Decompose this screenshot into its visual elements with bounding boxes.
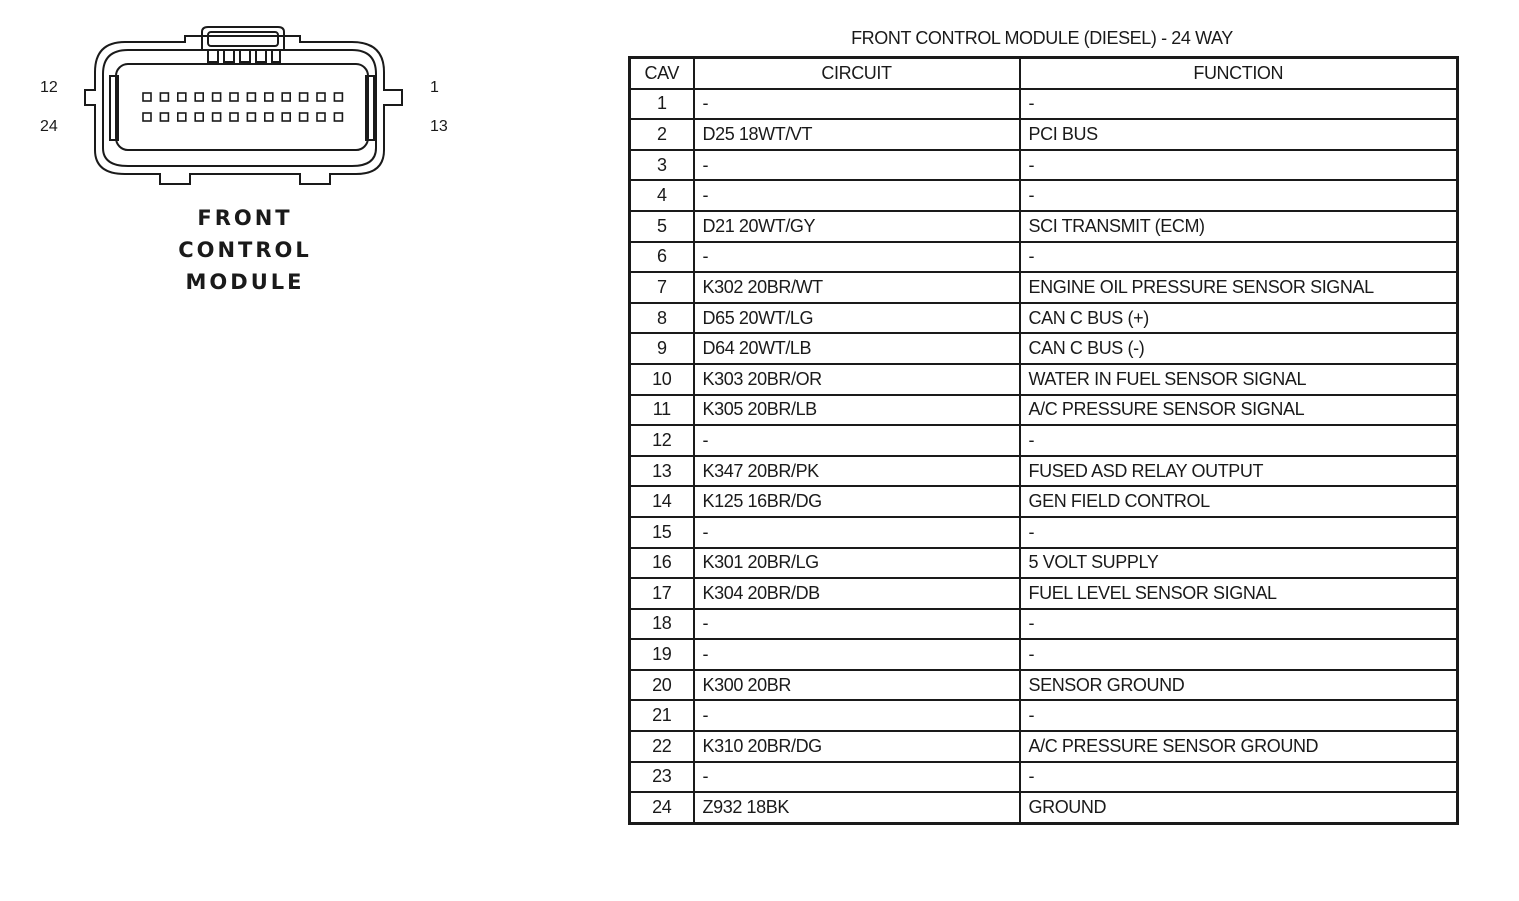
circuit-cell: - [694,180,1020,211]
table-row [630,150,1458,181]
function-cell: WATER IN FUEL SENSOR SIGNAL [1020,364,1458,395]
function-cell: - [1020,425,1458,456]
table-row [630,333,1458,364]
circuit-cell: K300 20BR [694,670,1020,701]
latch-tooth [208,50,218,62]
pin-cavity [230,113,238,121]
table-row [630,639,1458,670]
cav-cell: 14 [630,486,694,517]
circuit-cell: - [694,242,1020,273]
cav-cell: 13 [630,456,694,487]
pin-label-13: 13 [430,118,448,135]
table-title: FRONT CONTROL MODULE (DIESEL) - 24 WAY [851,28,1233,48]
table-row [630,242,1458,273]
circuit-cell: Z932 18BK [694,792,1020,823]
function-cell: PCI BUS [1020,119,1458,150]
table-row [630,364,1458,395]
table-row [630,211,1458,242]
cav-cell: 17 [630,578,694,609]
table-row [630,486,1458,517]
pin-cavity [178,93,186,101]
circuit-cell: K301 20BR/LG [694,548,1020,579]
latch-tooth [240,50,250,62]
pin-cavity [143,113,151,121]
cav-cell: 24 [630,792,694,823]
pin-cavity [282,113,290,121]
connector-shell-inner-line [103,50,376,166]
pinout-table-body [630,89,1458,824]
cav-cell: 21 [630,700,694,731]
circuit-cell: - [694,425,1020,456]
table-row [630,395,1458,426]
function-cell: FUSED ASD RELAY OUTPUT [1020,456,1458,487]
cav-cell: 11 [630,395,694,426]
table-row [630,517,1458,548]
function-cell: - [1020,180,1458,211]
pin-cavity [213,93,221,101]
pin-cavity [334,113,342,121]
cav-cell: 10 [630,364,694,395]
cav-cell: 19 [630,639,694,670]
circuit-cell: - [694,700,1020,731]
pin-cavity [300,113,308,121]
function-cell: SCI TRANSMIT (ECM) [1020,211,1458,242]
circuit-cell: - [694,639,1020,670]
circuit-cell: - [694,517,1020,548]
cav-cell: 22 [630,731,694,762]
pin-cavity [300,93,308,101]
circuit-cell: - [694,762,1020,793]
cav-cell: 16 [630,548,694,579]
table-row [630,89,1458,120]
connector-outer-shell [85,36,402,184]
function-cell: A/C PRESSURE SENSOR GROUND [1020,731,1458,762]
circuit-cell: - [694,609,1020,640]
circuit-cell: D65 20WT/LG [694,303,1020,334]
function-cell: - [1020,700,1458,731]
table-row [630,548,1458,579]
cav-cell: 12 [630,425,694,456]
table-row [630,609,1458,640]
pin-cavity [195,93,203,101]
circuit-cell: D21 20WT/GY [694,211,1020,242]
pin-face [116,64,368,150]
circuit-cell: K303 20BR/OR [694,364,1020,395]
cav-cell: 1 [630,89,694,120]
latch-tooth [224,50,234,62]
function-cell: - [1020,609,1458,640]
latch-tooth [272,50,280,62]
module-name-line: FRONT [197,206,293,230]
table-row [630,731,1458,762]
circuit-cell: K347 20BR/PK [694,456,1020,487]
pin-cavity [160,93,168,101]
table-row [630,700,1458,731]
pin-cavity [195,113,203,121]
cav-cell: 4 [630,180,694,211]
cav-cell: 20 [630,670,694,701]
pin-cavity [143,93,151,101]
function-cell: SENSOR GROUND [1020,670,1458,701]
cav-cell: 18 [630,609,694,640]
cav-cell: 7 [630,272,694,303]
cav-cell: 23 [630,762,694,793]
table-row [630,792,1458,823]
table-row [630,578,1458,609]
latch-slot [208,32,278,46]
pin-cavity [265,113,273,121]
pin-label-12: 12 [40,79,58,96]
pin-cavity [213,113,221,121]
table-row [630,456,1458,487]
pin-cavities [143,93,342,121]
module-name-line: CONTROL [178,238,312,262]
cav-cell: 8 [630,303,694,334]
latch-tooth [256,50,266,62]
header-cav: CAV [630,58,694,89]
pinout-table [628,56,1459,825]
pin-cavity [247,113,255,121]
pin-cavity [265,93,273,101]
cav-cell: 2 [630,119,694,150]
pin-cavity [160,113,168,121]
function-cell: CAN C BUS (-) [1020,333,1458,364]
pin-label-1: 1 [430,79,439,96]
circuit-cell: D64 20WT/LB [694,333,1020,364]
function-cell: - [1020,150,1458,181]
cav-cell: 15 [630,517,694,548]
cav-cell: 5 [630,211,694,242]
function-cell: 5 VOLT SUPPLY [1020,548,1458,579]
module-name [140,202,350,298]
pin-cavity [282,93,290,101]
function-cell: GEN FIELD CONTROL [1020,486,1458,517]
cav-cell: 9 [630,333,694,364]
cav-cell: 3 [630,150,694,181]
header-circuit: CIRCUIT [694,58,1020,89]
table-row [630,272,1458,303]
function-cell: - [1020,639,1458,670]
table-row [630,303,1458,334]
pin-cavity [334,93,342,101]
circuit-cell: - [694,150,1020,181]
header-row [630,58,1458,89]
function-cell: - [1020,89,1458,120]
circuit-cell: K304 20BR/DB [694,578,1020,609]
pin-cavity [317,93,325,101]
connector-diagram [0,0,470,200]
table-row [630,119,1458,150]
module-name-line: MODULE [185,270,305,294]
circuit-cell: K125 16BR/DG [694,486,1020,517]
circuit-cell: K305 20BR/LB [694,395,1020,426]
circuit-cell: K302 20BR/WT [694,272,1020,303]
pin-cavity [247,93,255,101]
table-row [630,180,1458,211]
table-row [630,762,1458,793]
function-cell: A/C PRESSURE SENSOR SIGNAL [1020,395,1458,426]
function-cell: - [1020,517,1458,548]
table-row [630,425,1458,456]
function-cell: - [1020,762,1458,793]
function-cell: CAN C BUS (+) [1020,303,1458,334]
circuit-cell: K310 20BR/DG [694,731,1020,762]
header-function: FUNCTION [1020,58,1458,89]
circuit-cell: D25 18WT/VT [694,119,1020,150]
circuit-cell: - [694,89,1020,120]
function-cell: - [1020,242,1458,273]
table-row [630,670,1458,701]
pin-cavity [230,93,238,101]
cav-cell: 6 [630,242,694,273]
function-cell: FUEL LEVEL SENSOR SIGNAL [1020,578,1458,609]
function-cell: GROUND [1020,792,1458,823]
pin-cavity [317,113,325,121]
pin-cavity [178,113,186,121]
function-cell: ENGINE OIL PRESSURE SENSOR SIGNAL [1020,272,1458,303]
pin-label-24: 24 [40,118,58,135]
